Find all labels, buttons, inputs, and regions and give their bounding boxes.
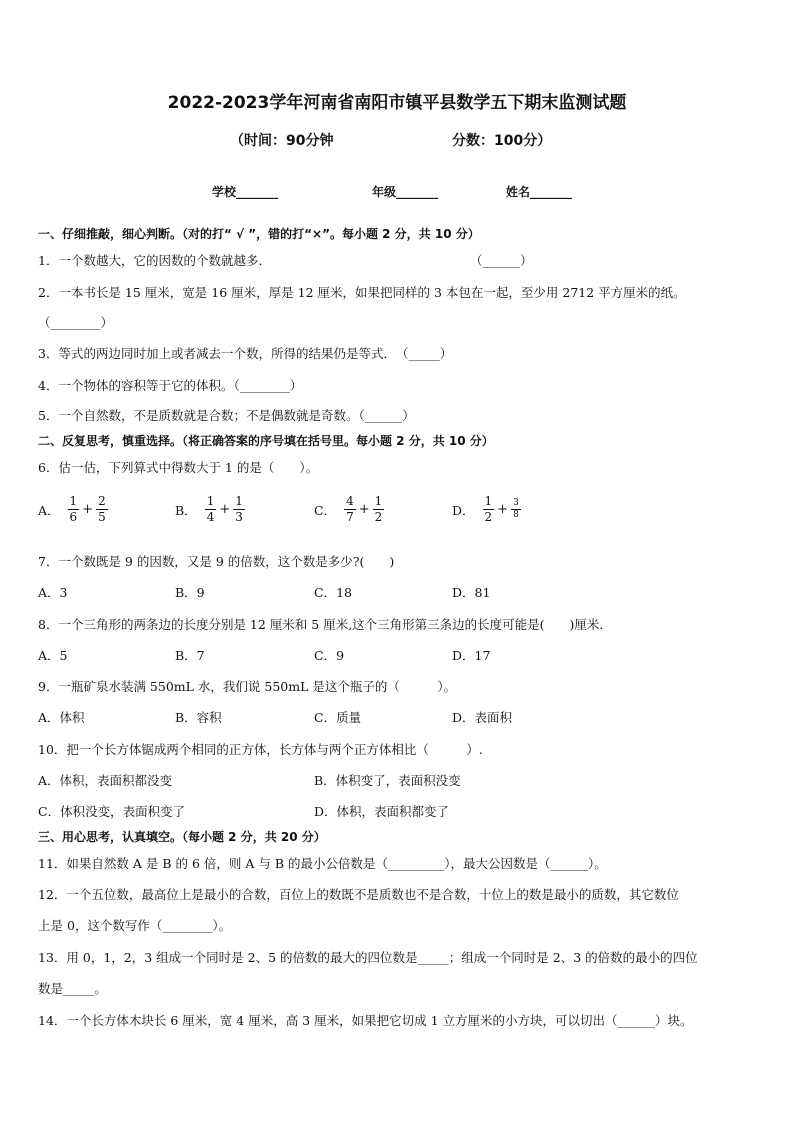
name-field: 姓名_______ [506, 185, 573, 199]
plus-sign: + [82, 502, 94, 517]
option-label: B． [175, 502, 197, 518]
plus-sign: + [358, 502, 370, 517]
question-10-option-c: C．体积没变，表面积变了 [38, 804, 186, 819]
question-9-option-a: A．体积 [38, 710, 85, 725]
question-2-blank: （________） [38, 315, 114, 330]
fraction: $\frac{2}{5}$ [98, 494, 106, 524]
exam-time: （时间：90分钟 [230, 133, 334, 149]
question-10-option-d: D．体积，表面积都变了 [314, 804, 450, 819]
option-label: A． [38, 502, 60, 518]
question-13-cont: 数是_____。 [38, 981, 107, 996]
fraction: $\frac{3}{8}$ [513, 498, 519, 520]
question-1: 1．一个数越大，它的因数的个数就越多． [38, 253, 271, 268]
option-label: D． [452, 502, 475, 518]
option-label: C． [314, 502, 337, 518]
fraction: $\frac{4}{7}$ [346, 494, 354, 524]
section-3-header: 三、用心思考，认真填空。（每小题 2 分，共 20 分） [38, 830, 326, 844]
question-12-cont: 上是 0，这个数写作（________）。 [38, 918, 232, 933]
question-7-option-d: D．81 [452, 585, 491, 600]
question-11: 11．如果自然数 A 是 B 的 6 倍，则 A 与 B 的最小公倍数是（_________），最大公因数是（______）。 [38, 856, 607, 871]
question-6-option-a [38, 494, 108, 525]
question-6-option-b [175, 494, 245, 525]
section-1-header: 一、仔细推敲，细心判断。（对的打“ √ ”，错的打“×”。每小题 2 分，共 10 分） [38, 227, 480, 241]
section-2-header: 二、反复思考，慎重选择。（将正确答案的序号填在括号里。每小题 2 分，共 10 分） [38, 434, 494, 448]
question-13: 13．用 0，1，2，3 组成一个同时是 2、5 的倍数的最大的四位数是_____；组成一个同时是 2、3 的倍数的最小的四位 [38, 950, 698, 965]
question-2: 2．一本书长是 15 厘米，宽是 16 厘米，厚是 12 厘米，如果把同样的 3 本包在一起，至少用 2712 平方厘米的纸。 [38, 285, 686, 300]
question-8-option-b: B．7 [175, 648, 205, 663]
question-5: 5．一个自然数，不是质数就是合数；不是偶数就是奇数。（______） [38, 408, 415, 423]
question-10-option-b: B．体积变了，表面积没变 [314, 773, 461, 788]
fraction: $\frac{1}{6}$ [69, 494, 78, 524]
question-8-option-a: A．5 [38, 648, 68, 663]
question-6-option-d [452, 494, 521, 525]
school-field: 学校_______ [212, 185, 279, 199]
question-6: 6．估一估，下列算式中得数大于 1 的是（ ）。 [38, 460, 319, 475]
exam-score: 分数：100分） [452, 133, 552, 149]
question-8: 8．一个三角形的两条边的长度分别是 12 厘米和 5 厘米,这个三角形第三条边的长度可能是( )厘米． [38, 617, 612, 632]
fraction: $\frac{1}{4}$ [206, 494, 215, 524]
question-7: 7．一个数既是 9 的因数，又是 9 的倍数，这个数是多少?( ) [38, 554, 395, 569]
question-7-option-a: A．3 [38, 585, 68, 600]
page-title: 2022-2023学年河南省南阳市镇平县数学五下期末监测试题 [167, 93, 627, 113]
grade-field: 年级_______ [372, 185, 439, 199]
question-9-option-d: D．表面积 [452, 710, 513, 725]
question-9-option-b: B．容积 [175, 710, 222, 725]
plus-sign: + [219, 502, 231, 517]
question-10-option-a: A．体积，表面积都没变 [38, 773, 173, 788]
fraction: $\frac{1}{2}$ [374, 494, 383, 524]
question-12: 12．一个五位数，最高位上是最小的合数，百位上的数既不是质数也不是合数，十位上的数是最小的质数，其它数位 [38, 887, 679, 902]
question-7-option-c: C．18 [314, 585, 352, 600]
question-9: 9．一瓶矿泉水装满 550mL 水，我们说 550mL 是这个瓶子的（ ）。 [38, 679, 457, 694]
question-4: 4．一个物体的容积等于它的体积。（________） [38, 378, 303, 393]
question-14: 14．一个长方体木块长 6 厘米，宽 4 厘米，高 3 厘米，如果把它切成 1 立方厘米的小方块，可以切出（______）块。 [38, 1013, 693, 1028]
plus-sign: + [497, 502, 509, 517]
question-10: 10．把一个长方体锯成两个相同的正方体，长方体与两个正方体相比（ ）. [38, 742, 483, 757]
question-8-option-c: C．9 [314, 648, 345, 663]
question-6-option-c [314, 494, 384, 525]
question-8-option-d: D．17 [452, 648, 491, 663]
fraction: $\frac{1}{2}$ [484, 494, 493, 524]
question-1-blank: （______） [470, 253, 533, 268]
question-9-option-c: C．质量 [314, 710, 362, 725]
question-7-option-b: B．9 [175, 585, 205, 600]
question-3: 3．等式的两边同时加上或者减去一个数，所得的结果仍是等式． （_____） [38, 346, 453, 361]
fraction: $\frac{1}{3}$ [235, 494, 243, 524]
